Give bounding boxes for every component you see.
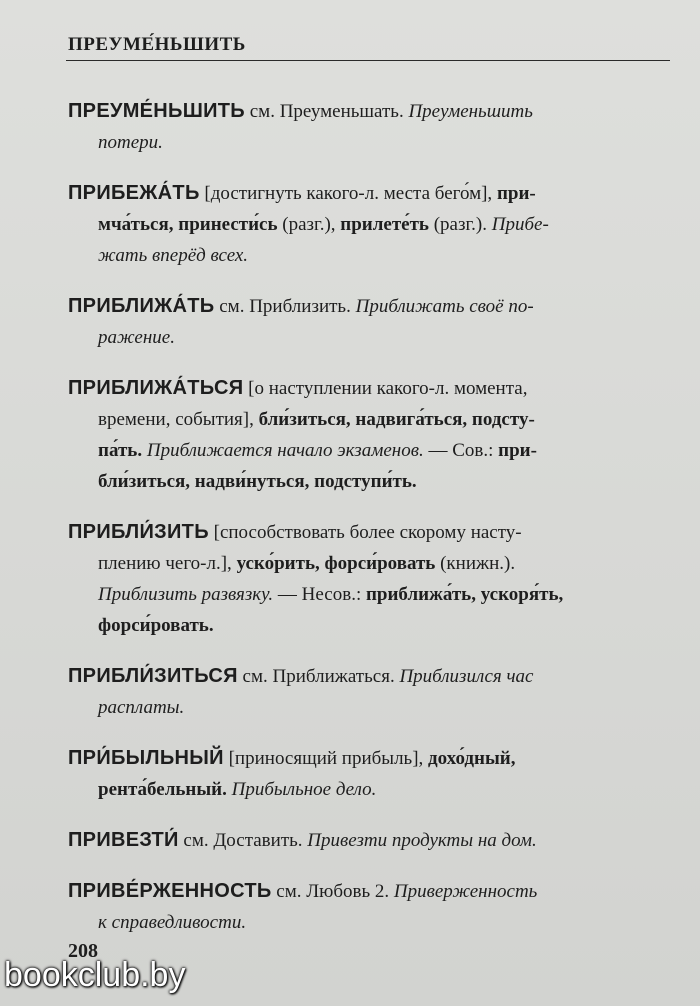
entry-headword: ПРИБЛИЖА́ТЬСЯ	[68, 377, 244, 399]
entry-example: Прибыльное дело.	[226, 779, 377, 800]
entry-synonym: при-	[496, 183, 536, 204]
entry-example-continued: жать вперёд всех.	[98, 245, 249, 266]
entry-reference: см. Приближаться.	[237, 666, 400, 687]
entry-example: Приверженность	[393, 881, 538, 902]
entry-gloss: [достигнуть какого-л. места бего́м],	[199, 183, 497, 204]
entry-priblizit	[68, 517, 672, 641]
entry-example: Прибе-	[491, 214, 549, 235]
entry-pribezhat	[68, 178, 672, 271]
entry-synonym-continued: рента́бельный.	[98, 779, 227, 800]
entry-note: (книжн.).	[435, 553, 516, 574]
entry-gloss: [способствовать более скорому насту-	[208, 522, 522, 543]
entry-synonym-continued: па́ть.	[98, 440, 143, 461]
entry-headword: ПРИБЛИЖА́ТЬ	[68, 295, 215, 317]
entry-note: (разг.).	[428, 214, 492, 235]
entry-example: Приблизить развязку.	[98, 584, 274, 605]
entry-reference: см. Преуменьшать.	[244, 101, 409, 122]
entry-synonym-continued: мча́ться, принести́сь	[98, 214, 278, 235]
entry-example-continued: ражение.	[98, 327, 175, 348]
watermark-logo: bookclub.by	[4, 956, 186, 994]
running-header: ПРЕУМЕ́НЬШИТЬ	[68, 34, 246, 55]
entry-priblizhatsya	[68, 373, 672, 497]
entry-pribylnyy	[68, 743, 672, 805]
entry-synonym: прилете́ть	[340, 214, 429, 235]
entry-headword: ПРЕУМЕ́НЬШИТЬ	[68, 100, 245, 122]
entry-priblizitsya	[68, 661, 672, 723]
entry-preumenshit	[68, 96, 672, 158]
entry-example: Приближается начало экзаменов.	[142, 440, 424, 461]
entry-synonym: уско́рить, форси́ровать	[236, 553, 436, 574]
entry-aspect-label: — Сов.:	[423, 440, 499, 461]
entry-headword: ПРИВЕЗТИ́	[68, 829, 179, 851]
entry-gloss: [о наступлении какого-л. момента,	[243, 378, 528, 399]
entry-note: (разг.),	[277, 214, 341, 235]
entry-headword: ПРИБЛИ́ЗИТЬСЯ	[68, 665, 238, 687]
entry-example-continued: к справедливости.	[98, 912, 247, 933]
entry-example: Приближать своё по-	[355, 296, 534, 317]
entry-synonym-continued: форси́ровать.	[98, 615, 214, 636]
entry-gloss-continued: времени, события],	[98, 409, 259, 430]
entry-priverzhennost	[68, 876, 672, 938]
entry-synonym: дохо́дный,	[428, 748, 516, 769]
entry-gloss-continued: плению чего-л.],	[98, 553, 237, 574]
entry-synonym: бли́зиться, надвига́ться, подсту-	[258, 409, 535, 430]
entry-reference: см. Любовь 2.	[271, 881, 394, 902]
entry-synonym: при-	[498, 440, 537, 461]
entry-synonym: приближа́ть, ускоря́ть,	[365, 584, 564, 605]
entry-example-continued: расплаты.	[98, 697, 185, 718]
entry-headword: ПРИВЕ́РЖЕННОСТЬ	[68, 880, 272, 902]
entry-reference: см. Доставить.	[178, 830, 308, 851]
entry-example: Привезти продукты на дом.	[307, 830, 537, 851]
entry-example: Преуменьшить	[408, 101, 533, 122]
header-rule	[66, 60, 670, 61]
page-number: 208	[68, 940, 98, 962]
entry-priblizhat	[68, 291, 672, 353]
entry-synonym-continued: бли́зиться, надви́нуться, подступи́ть.	[98, 471, 417, 492]
entry-headword: ПРИБЛИ́ЗИТЬ	[68, 521, 209, 543]
entry-headword: ПРИ́БЫЛЬНЫЙ	[68, 747, 224, 769]
entries-list	[68, 96, 672, 958]
entry-example: Приблизился час	[399, 666, 534, 687]
entry-gloss: [приносящий прибыль],	[223, 748, 429, 769]
entry-example-continued: потери.	[98, 132, 163, 153]
entry-aspect-label: — Несов.:	[273, 584, 366, 605]
entry-reference: см. Приблизить.	[214, 296, 356, 317]
entry-headword: ПРИБЕЖА́ТЬ	[68, 182, 200, 204]
entry-privezti	[68, 825, 672, 856]
